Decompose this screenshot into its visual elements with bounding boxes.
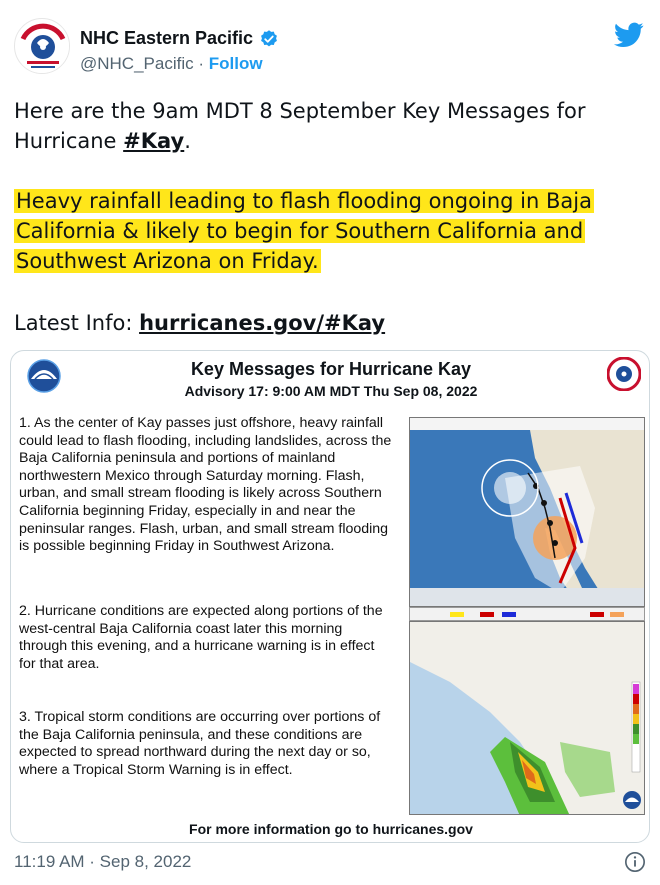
tweet-text-intro — [14, 96, 634, 156]
forecast-cone-map — [409, 417, 645, 607]
nhc-seal-icon — [607, 357, 641, 391]
account-handle-row — [80, 54, 263, 74]
card-footer: For more information go to hurricanes.gov — [189, 821, 473, 837]
intro-text: Here are the 9am MDT 8 September Key Messages for Hurricane — [14, 99, 586, 153]
highlighted-text: Heavy rainfall leading to flash flooding ongoing in Baja California & likely to begin for Southern California and Southwest Arizona on Friday. — [16, 189, 592, 273]
info-icon[interactable] — [624, 851, 646, 873]
twitter-bird-icon[interactable] — [614, 22, 644, 48]
key-messages-image[interactable] — [10, 350, 650, 843]
hashtag-kay-link[interactable]: #Kay — [123, 129, 185, 153]
hurricanes-gov-link[interactable]: hurricanes.gov/#Kay — [139, 311, 386, 335]
account-avatar[interactable] — [14, 18, 70, 74]
latest-info-prefix: Latest Info: — [14, 311, 140, 335]
card-subtitle: Advisory 17: 9:00 AM MDT Thu Sep 08, 2022 — [184, 383, 478, 399]
account-name[interactable] — [80, 28, 279, 49]
key-message-1: 1. As the center of Kay passes just offshore, heavy rainfall could lead to flash flooding, including landslides, across the Baja California peninsula and portions of mainland northwestern Mexico through Saturday morning. Flash, urban, and small stream flooding is likely across Southern California beginning Friday, especially in and near the peninsular ranges. Flash, urban, and small stream flooding is possible beginning Friday in Southwest Arizona. — [19, 415, 392, 555]
verified-badge-icon — [259, 29, 279, 49]
tweet-text-highlight — [14, 186, 644, 276]
intro-period: . — [184, 129, 191, 153]
account-name-text[interactable]: NHC Eastern Pacific — [80, 28, 254, 48]
key-message-3: 3. Tropical storm conditions are occurring over portions of the Baja California peninsula, and these conditions are expected to spread northward during the next day or so, where a Tropical Storm Warning is in effect. — [19, 709, 381, 778]
follow-button[interactable]: Follow — [208, 54, 263, 73]
rainfall-map — [409, 621, 645, 815]
tweet-text-latest — [14, 308, 385, 338]
account-handle[interactable]: @NHC_Pacific — [80, 54, 194, 73]
nhc-logo-icon — [15, 19, 70, 74]
card-title: Key Messages for Hurricane Kay — [190, 359, 472, 379]
map-legend — [409, 607, 645, 621]
tweet-timestamp[interactable]: 11:19 AM · Sep 8, 2022 — [14, 852, 192, 871]
handle-separator: · — [198, 54, 205, 73]
key-message-2: 2. Hurricane conditions are expected along portions of the west-central Baja California coast later this morning through this evening, and a hurricane warning is in effect for that area. — [19, 603, 383, 672]
